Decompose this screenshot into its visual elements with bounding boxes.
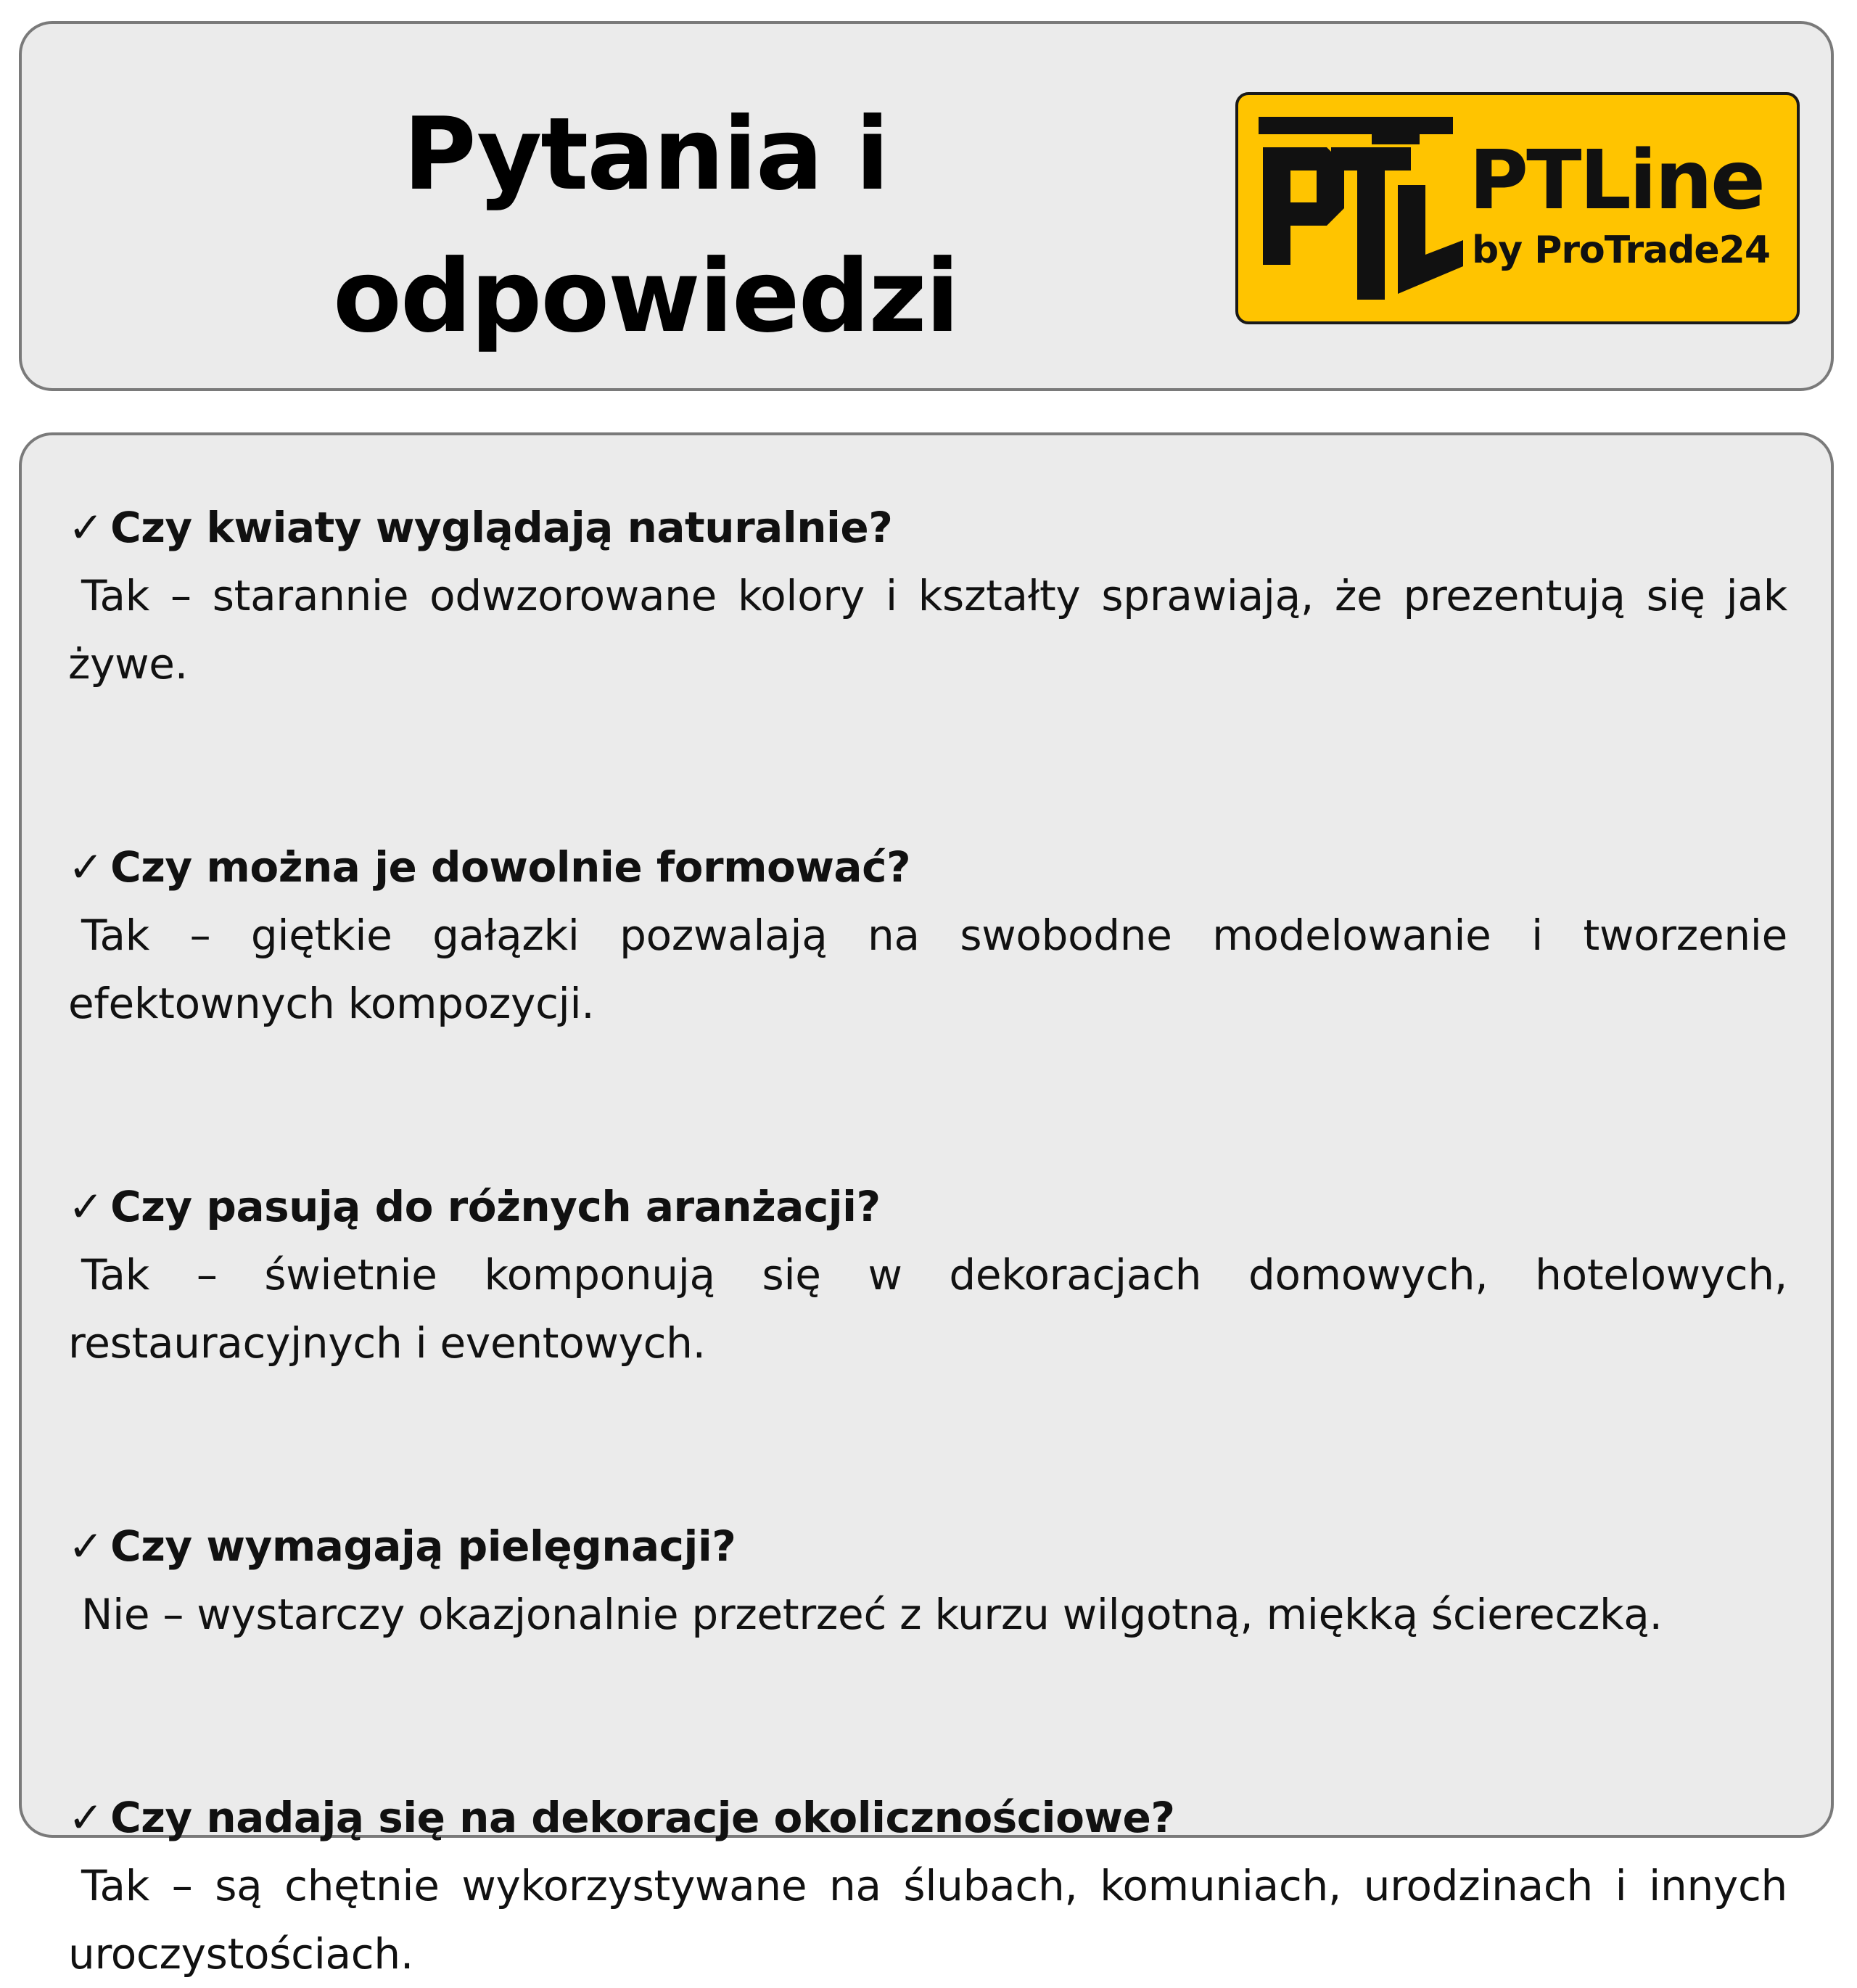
faq-question-text: Czy nadają się na dekoracje okolicznościowe? (110, 1793, 1175, 1842)
faq-item (68, 493, 1787, 698)
faq-question (68, 1783, 1787, 1852)
faq-list (68, 493, 1787, 1988)
faq-question-text: Czy można je dowolnie formować? (110, 842, 911, 892)
check-icon: ✓ (68, 1793, 104, 1842)
ptl-monogram-icon (1256, 112, 1466, 310)
faq-item (68, 1512, 1787, 1648)
faq-question-text: Czy kwiaty wyglądają naturalnie? (110, 503, 893, 552)
faq-question (68, 1172, 1787, 1241)
check-icon: ✓ (68, 503, 104, 552)
faq-question (68, 1512, 1787, 1580)
faq-question (68, 493, 1787, 562)
faq-answer-text: Tak – są chętnie wykorzystywane na ślubach, komuniach, urodzinach i innych uroczystościach. (68, 1861, 1787, 1979)
logo-name: PTLine (1469, 134, 1763, 228)
page-title-line-2: odpowiedzi (333, 238, 958, 355)
faq-answer-text: Nie – wystarczy okazjonalnie przetrzeć z kurzu wilgotną, miękką ściereczką. (81, 1590, 1663, 1639)
page-title (167, 82, 1124, 369)
faq-question (68, 833, 1787, 901)
faq-item (68, 833, 1787, 1038)
faq-panel (19, 432, 1834, 1979)
logo-tagline: by ProTrade24 (1472, 229, 1771, 272)
faq-answer (68, 901, 1787, 1038)
faq-answer (68, 1852, 1787, 1988)
header-panel (19, 21, 1834, 391)
faq-answer-text: Tak – świetnie komponują się w dekoracjach domowych, hotelowych, restauracyjnych i eventowych. (68, 1250, 1787, 1368)
check-icon: ✓ (68, 842, 104, 892)
ptline-logo (1235, 92, 1800, 324)
faq-item (68, 1783, 1787, 1988)
faq-answer-text: Tak – giętkie gałązki pozwalają na swobodne modelowanie i tworzenie efektownych kompozycji. (68, 911, 1787, 1028)
faq-question-text: Czy pasują do różnych aranżacji? (110, 1182, 881, 1231)
check-icon: ✓ (68, 1182, 104, 1231)
faq-item (68, 1172, 1787, 1377)
page-title-line-1: Pytania i (403, 96, 889, 213)
faq-question-text: Czy wymagają pielęgnacji? (110, 1521, 736, 1571)
faq-answer-text: Tak – starannie odwzorowane kolory i kształty sprawiają, że prezentują się jak żywe. (68, 571, 1787, 689)
faq-answer (68, 1241, 1787, 1377)
faq-answer (68, 562, 1787, 698)
check-icon: ✓ (68, 1521, 104, 1571)
faq-answer (68, 1580, 1787, 1648)
